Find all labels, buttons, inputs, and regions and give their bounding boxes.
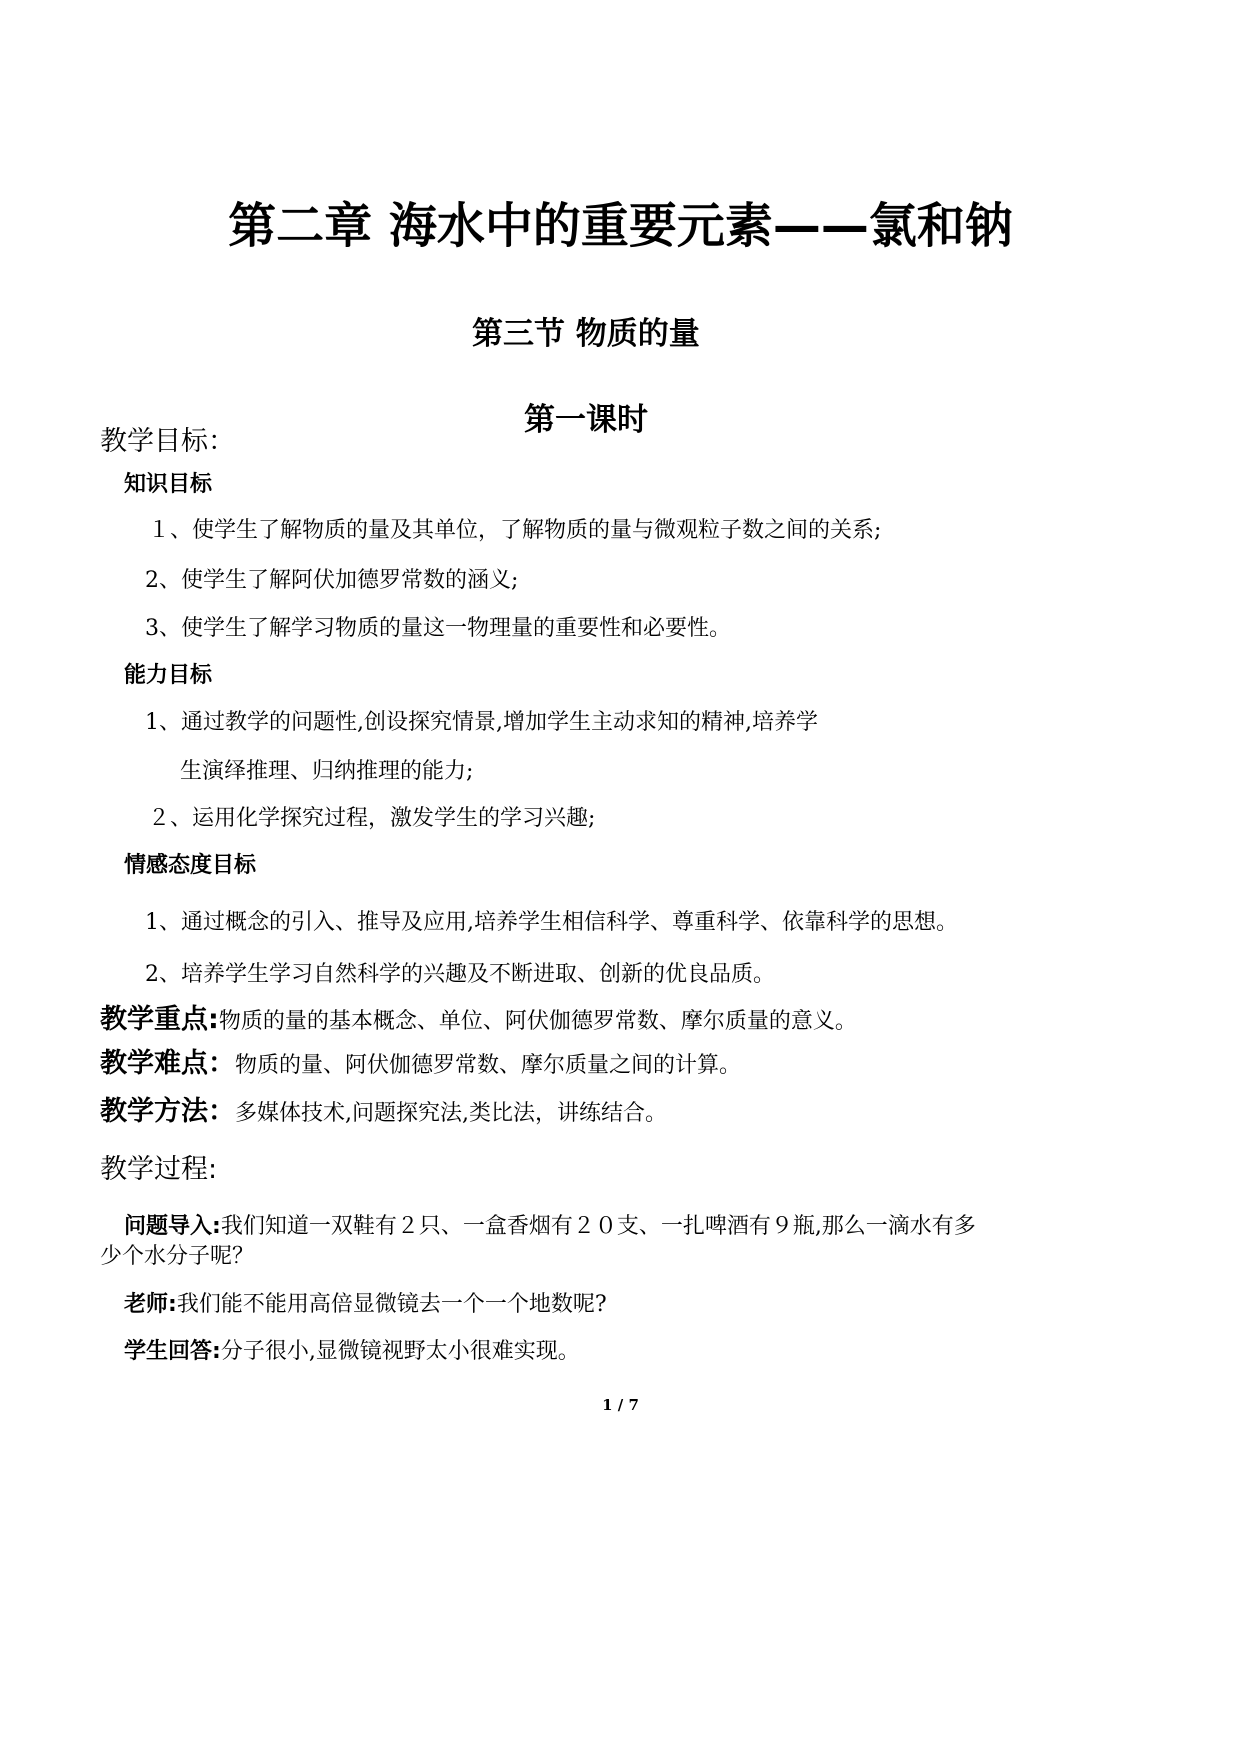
method-text: 多媒体技术,问题探究法,类比法，讲练结合。: [235, 1101, 667, 1126]
ability-item-2: ２、运用化学探究过程，激发学生的学习兴趣;: [148, 806, 596, 831]
method: [100, 1094, 667, 1130]
difficulty: [100, 1046, 741, 1082]
knowledge-item-1: １、使学生了解物质的量及其单位，了解物质的量与微观粒子数之间的关系;: [148, 518, 882, 543]
intro-text-1: 我们知道一双鞋有２只、一盒香烟有２０支、一扎啤酒有９瓶,那么一滴水有多: [220, 1214, 976, 1239]
section-title: 第三节 物质的量: [472, 316, 700, 352]
key-point-label: 教学重点:: [100, 1004, 219, 1035]
intro-line-2: 少个水分子呢？: [100, 1244, 255, 1269]
process-heading: 教学过程:: [100, 1154, 218, 1185]
student-line: [124, 1337, 580, 1367]
difficulty-label: 教学难点：: [100, 1048, 235, 1079]
page-number: 1 / 7: [602, 1396, 639, 1414]
intro-label: 问题导入:: [124, 1214, 221, 1239]
knowledge-item-3: 3、使学生了解学习物质的量这一物理量的重要性和必要性。: [145, 616, 731, 641]
knowledge-item-2: 2、使学生了解阿伏加德罗常数的涵义;: [145, 568, 519, 593]
attitude-heading: 情感态度目标: [124, 853, 257, 878]
attitude-item-2: 2、培养学生学习自然科学的兴趣及不断进取、创新的优良品质。: [145, 962, 775, 987]
intro-line-1: [124, 1212, 976, 1242]
ability-item-1-line-2: 生演绎推理、归纳推理的能力;: [180, 759, 474, 784]
student-text: 分子很小,显微镜视野太小很难实现。: [220, 1339, 580, 1364]
key-point: [100, 1002, 857, 1038]
key-point-text: 物质的量的基本概念、单位、阿伏伽德罗常数、摩尔质量的意义。: [218, 1009, 857, 1034]
goals-heading: 教学目标：: [100, 426, 235, 457]
student-label: 学生回答:: [124, 1339, 221, 1364]
ability-item-1-line-1: 1、通过教学的问题性,创设探究情景,增加学生主动求知的精神,培养学: [145, 710, 818, 735]
difficulty-text: 物质的量、阿伏伽德罗常数、摩尔质量之间的计算。: [235, 1053, 742, 1078]
lesson-title: 第一课时: [524, 402, 648, 438]
chapter-title: 第二章 海水中的重要元素——氯和钠: [228, 198, 1013, 254]
teacher-text: 我们能不能用高倍显微镜去一个一个地数呢?: [176, 1292, 607, 1317]
teacher-label: 老师:: [124, 1292, 177, 1317]
method-label: 教学方法：: [100, 1096, 235, 1127]
attitude-item-1: 1、通过概念的引入、推导及应用,培养学生相信科学、尊重科学、依靠科学的思想。: [145, 910, 958, 935]
teacher-line: [124, 1290, 607, 1320]
knowledge-heading: 知识目标: [124, 472, 213, 497]
ability-heading: 能力目标: [124, 663, 213, 688]
